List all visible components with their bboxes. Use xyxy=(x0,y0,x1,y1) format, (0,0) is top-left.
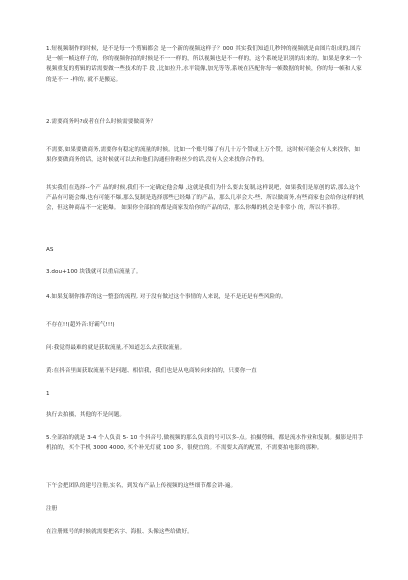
paragraph-12-team-setup: 5.全部拍的就是 3-4 个人负责 5- 10 个抖音号,做视频的那么负责的号可以多-点。拍摄剪辑，都是流水作业和复制。摄影是用手机拍的，买个手机 3000 4000, 买个补光灯就 100 多，很便宜的。不需要太高的配置，不需要拍电影的那种。 xyxy=(46,435,364,452)
paragraph-2-business-question: 2.需要商务吗?或者在什么时候需要做商务？ xyxy=(46,119,157,125)
paragraph-4-product-selection: 其实我们在选择--个产 品的时候,我们不一定确定他会爆 ,这就是我们为什么要去复制,这样说吧，如果我们是原创的话,那么这个产品有可能会爆,也有可能不爆,那么复制是选择那些已经爆了的产品，那么几率会大-些、所以做商务,有些商家也会给你这样的机会，但这种商品不一定能爆。 如果你全部拍的都是商家发给你的产品的话，那么你爆的机会是非常小 的，所以不推荐。 xyxy=(46,185,364,212)
paragraph-5-as: AS xyxy=(46,247,54,253)
paragraph-13-afternoon: 下午会把团队的建号注册,实名，到发布产品上传视频的这些细节都会讲-遍。 xyxy=(46,483,237,489)
paragraph-1-video-editing: 1.短视频制作的时候，是不是每一个剪辑都会 是一个新的视频这样子？000 其实我们知道几秒钟的视频就是由图片组成的,图片是一帧一帧这样子的，你的视频你拍的时候是不一一样的，所以视频也是不一样的，这个系统是识别的出来的。如果是拿来一个视频重复的剪辑的话需要做一些技术的手 段 ,比如拉升,水平镜像,加光等等,系统在匹配你每一帧数据的时候，你的每一帧和人家的是不一 -样的, 就不是搬运。 xyxy=(46,46,363,83)
paragraph-14-register-detail: 在注册账号的时候就需要把名字、海报、头像这些给做好。 xyxy=(46,529,193,535)
page-number: 1 xyxy=(46,391,50,397)
paragraph-8-no-risk: 不存在!!(超外音:好霸气!!!) xyxy=(46,322,115,328)
paragraph-6-dou-plus: 3.dou+100 块钱就可以重启流量了。 xyxy=(46,269,142,275)
paragraph-7-risk-question: 4.如果复制你推荐的这一整套的流程, 对于没有做过这个事情的人来说，是不是还是有些风险的。 xyxy=(46,294,287,300)
heading-register: 注册 xyxy=(46,506,58,512)
paragraph-9-traffic-question: 问:我觉得最难的就是获取流量,不知道怎么去获取流量。 xyxy=(46,345,186,351)
paragraph-3-business-answer: 不需要,如果要做商务,需要你有稳定的流量的时候。比如一个账号爆了有几十万个赞或上万个赞，这时候可能会有人来找你，如果你要做商务的话，这时候就可以去和他们沟通但你粉丝少的话,没有人会来找你合作的。 xyxy=(46,147,361,164)
paragraph-10-traffic-answer: 黄:在抖音里面获取流量不是问题、相信我，我们也是从电商转向来拍的，只要你一直 xyxy=(46,368,257,374)
paragraph-11-execute: 执行去拍摄，其他的不是问题。 xyxy=(46,412,126,418)
